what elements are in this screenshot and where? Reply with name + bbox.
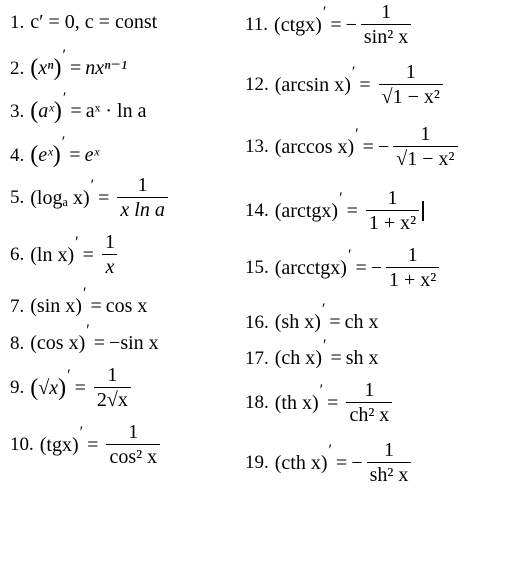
denominator: x ln a xyxy=(117,197,167,220)
formula-sign: − xyxy=(370,256,383,279)
formula-lhs: aˣ xyxy=(38,100,54,122)
denominator: ch² x xyxy=(346,402,392,425)
formula-12: 12. ( arcsin x ) ′ = $\frac{1}{\text{√1 − x²}}$ xyxy=(245,62,443,107)
fraction xyxy=(393,124,457,169)
formula-lhs: eˣ xyxy=(38,144,53,166)
formula-rhs: nxⁿ⁻¹ xyxy=(85,57,127,79)
formula-sign: − xyxy=(377,135,390,158)
formula-19: 19. ( cth x ) ′ = − $\frac{1}{\text{sh² x}}$ xyxy=(245,440,411,485)
formula-2: 2. ( xⁿ ) ′ = nxⁿ⁻¹ xyxy=(10,47,127,81)
formula-11: 11. ( ctgx ) ′ = − $\frac{1}{\text{sin² x}}$ xyxy=(245,2,411,47)
denominator: sh² x xyxy=(367,462,412,485)
formula-lhs: √x xyxy=(38,376,59,399)
formula-18: 18. ( th x ) ′ = $\frac{1}{\text{ch² x}}$ xyxy=(245,380,392,425)
formula-number: 16. xyxy=(245,311,269,333)
formula-number: 8. xyxy=(10,332,25,354)
formula-16: 16. ( sh x ) ′ = ch x xyxy=(245,301,379,333)
formula-rhs: cos x xyxy=(105,295,148,317)
formula-number: 4. xyxy=(10,144,25,166)
formula-lhs: logₐ x xyxy=(36,186,83,209)
fraction xyxy=(367,440,412,485)
fraction xyxy=(361,2,411,47)
formula-sign: − xyxy=(345,13,357,36)
formula-number: 19. xyxy=(245,452,269,473)
formula-lhs: ch x xyxy=(281,347,316,369)
denominator: sin² x xyxy=(361,24,411,47)
numerator: 1 xyxy=(137,174,148,196)
formula-number: 6. xyxy=(10,244,25,265)
formula-8: 8. ( cos x ) ′ = −sin x xyxy=(10,322,159,354)
formula-rhs: sh x xyxy=(345,347,379,369)
fraction xyxy=(117,175,167,220)
numerator: 1 xyxy=(383,439,394,461)
formula-lhs: arccos x xyxy=(281,135,348,158)
fraction xyxy=(366,188,419,233)
formula-3: 3. ( aˣ ) ′ = aˣ · ln a xyxy=(10,90,147,124)
formula-lhs: ln x xyxy=(36,243,68,266)
formula-sign: − xyxy=(351,451,363,474)
formula-number: 18. xyxy=(245,392,269,413)
formula-rhs: aˣ · ln a xyxy=(85,100,147,122)
formula-10: 10. ( tgx ) ′ = $\frac{1}{\text{cos² x}}$ xyxy=(10,422,160,467)
formula-lhs: arctgx xyxy=(281,199,332,222)
formula-9: 9. ( √x ) ′ = $\frac{1}{2√x}$ xyxy=(10,365,131,410)
formula-number: 7. xyxy=(10,295,25,317)
numerator: 1 xyxy=(128,421,139,443)
denominator: 1 + x² xyxy=(386,267,439,290)
formula-6: 6. ( ln x ) ′ = $\frac{1}{x}$ xyxy=(10,232,118,277)
fraction xyxy=(386,245,439,290)
numerator: 1 xyxy=(407,244,418,266)
formula-number: 5. xyxy=(10,187,25,208)
formula-lhs: sin x xyxy=(36,295,76,317)
formula-number: 3. xyxy=(10,100,25,122)
formula-lhs: arcctgx xyxy=(281,256,341,279)
numerator: 1 xyxy=(104,231,115,253)
numerator: 1 xyxy=(387,187,398,209)
denominator: 1 + x² xyxy=(366,210,419,233)
denominator: √1 − x² xyxy=(379,84,443,107)
formula-number: 1. xyxy=(10,11,25,33)
fraction xyxy=(102,232,118,277)
formula-number: 12. xyxy=(245,74,269,95)
denominator: cos² x xyxy=(106,444,160,467)
formula-13: 13. ( arccos x ) ′ = − $\frac{1}{\text{√1 − x²}}$ xyxy=(245,124,458,169)
formula-lhs: cth x xyxy=(281,451,321,474)
numerator: 1 xyxy=(107,364,118,386)
denominator: 2√x xyxy=(94,387,131,410)
numerator: 1 xyxy=(405,61,416,83)
formula-number: 11. xyxy=(245,14,269,35)
formula-number: 15. xyxy=(245,257,269,278)
denominator: √1 − x² xyxy=(393,146,457,169)
text-cursor xyxy=(422,201,424,221)
formula-number: 10. xyxy=(10,434,34,455)
numerator: 1 xyxy=(381,1,392,23)
formula-lhs: th x xyxy=(281,391,312,414)
formula-text: c′ = 0, c = const xyxy=(30,11,158,33)
formula-7: 7. ( sin x ) ′ = cos x xyxy=(10,285,148,317)
numerator: 1 xyxy=(364,379,375,401)
formula-14: 14. ( arctgx ) ′ = $\frac{1}{\text{1 + x²}}$ xyxy=(245,188,424,233)
formula-number: 9. xyxy=(10,377,25,398)
fraction xyxy=(379,62,443,107)
formula-5: 5. ( logₐ x ) ′ = $\frac{1}{\text{x ln a}}$ xyxy=(10,175,168,220)
fraction xyxy=(106,422,160,467)
formula-number: 17. xyxy=(245,347,269,369)
formula-rhs: −sin x xyxy=(109,332,159,354)
denominator: x xyxy=(102,254,117,277)
formula-number: 13. xyxy=(245,136,269,157)
fraction xyxy=(94,365,131,410)
formula-lhs: sh x xyxy=(281,311,315,333)
formula-4: 4. ( eˣ ) ′ = eˣ xyxy=(10,134,100,168)
formula-lhs: ctgx xyxy=(280,13,316,36)
formula-lhs: arcsin x xyxy=(281,73,345,96)
formula-rhs: eˣ xyxy=(84,144,100,166)
formula-lhs: xⁿ xyxy=(38,57,54,79)
formula-15: 15. ( arcctgx ) ′ = − $\frac{1}{\text{1 + x²}}$ xyxy=(245,245,439,290)
numerator: 1 xyxy=(420,123,431,145)
formula-rhs: ch x xyxy=(344,311,379,333)
formula-number: 14. xyxy=(245,200,269,221)
formula-number: 2. xyxy=(10,57,25,79)
formula-lhs: cos x xyxy=(36,332,79,354)
formula-lhs: tgx xyxy=(46,433,72,456)
fraction xyxy=(346,380,392,425)
formula-17: 17. ( ch x ) ′ = sh x xyxy=(245,337,379,369)
formula-1 xyxy=(10,12,157,32)
